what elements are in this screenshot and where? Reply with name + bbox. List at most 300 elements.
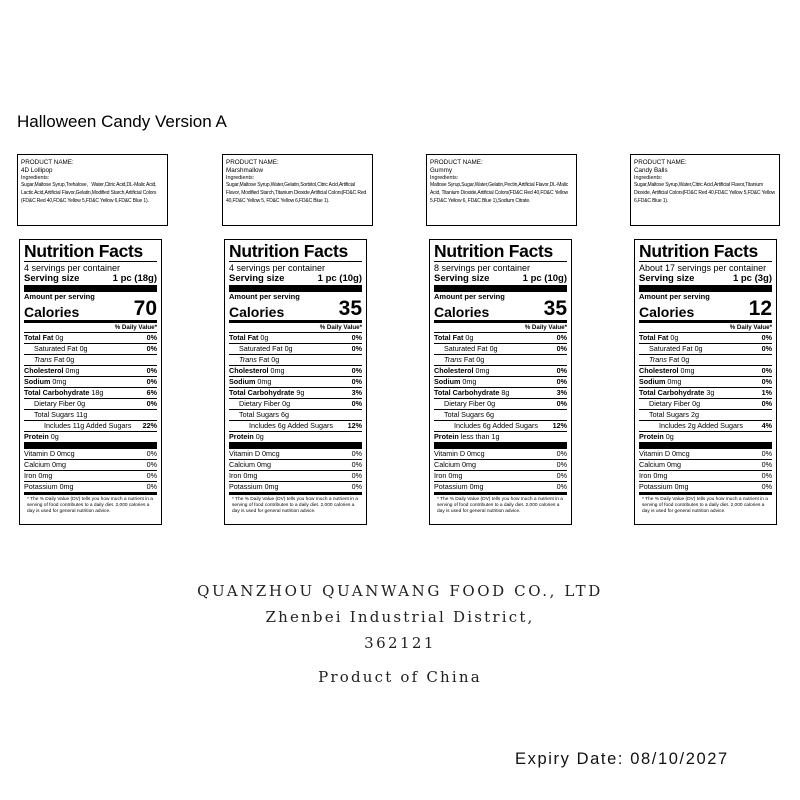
- cholesterol-row-dv: 0%: [351, 366, 362, 375]
- sodium-row-dv: 0%: [761, 377, 772, 386]
- sodium-row-dv: 0%: [351, 377, 362, 386]
- total-fat-row-dv: 0%: [351, 333, 362, 342]
- iron-row-dv: 0%: [146, 471, 157, 480]
- total-fat-row-label: [24, 333, 63, 343]
- trans-fat-value: 0g: [271, 355, 280, 364]
- total-fat-value: 0g: [55, 333, 64, 342]
- dietary-fiber-row-dv: 0%: [146, 399, 157, 408]
- total-sugars-row: [229, 409, 362, 420]
- vitamin-d-row-label: [434, 449, 485, 459]
- added-sugars-row: [639, 420, 772, 431]
- saturated-fat-row: [434, 343, 567, 354]
- includes-label: Includes: [659, 421, 686, 430]
- calcium-row: [229, 459, 362, 470]
- saturated-fat-row-label: [444, 344, 498, 354]
- trans-fat-row: [229, 354, 362, 365]
- iron-row-dv: 0%: [556, 471, 567, 480]
- product-name: Marshmallow: [226, 167, 264, 175]
- total-fat-row-label: [229, 333, 268, 343]
- page-title: Halloween Candy Version A: [17, 112, 227, 131]
- serving-size-value: 1 pc (10g): [317, 273, 362, 284]
- iron-row-dv: 0%: [761, 471, 772, 480]
- nutrition-facts-panel: [429, 239, 572, 525]
- calories-value: 35: [543, 297, 567, 320]
- daily-value-header: % Daily Value*: [319, 324, 362, 331]
- divider: [434, 261, 567, 262]
- potassium-row-label: [229, 482, 279, 492]
- sodium-row: [229, 376, 362, 387]
- protein-label: Protein: [434, 432, 459, 441]
- cholesterol-row: [434, 365, 567, 376]
- vitamin-d-row-label: [639, 449, 690, 459]
- calcium-value: 0mg: [666, 460, 681, 469]
- calories-value: 35: [338, 297, 362, 320]
- saturated-fat-row-dv: 0%: [556, 344, 567, 353]
- saturated-fat-row-dv: 0%: [351, 344, 362, 353]
- cholesterol-value: 0mg: [475, 366, 490, 375]
- sodium-row-label: [639, 377, 681, 387]
- calories-row: [24, 299, 157, 320]
- cholesterol-value: 0mg: [65, 366, 80, 375]
- added-sugars-value: 11g: [72, 421, 85, 430]
- ingredients-text: Maltose Syrup,Sugar,Water,Gelatin,Pectin,Artificial Flavor,DL-Malic Acid, Titanium Dioxide,Artificial Colors(FD&C Red 40,FD&C Yellow 5,FD&C Yellow 6, FD&C Blue 1),Sodium Citrate.: [430, 182, 569, 204]
- total-sugars-value: 11g: [75, 410, 88, 419]
- total-carb-value: 8g: [501, 388, 510, 397]
- divider: [24, 261, 157, 262]
- total-fat-row-dv: 0%: [146, 333, 157, 342]
- added-sugars-row-label: [454, 421, 538, 431]
- daily-value-header: % Daily Value*: [729, 324, 772, 331]
- protein-row: [229, 431, 362, 442]
- company-name: QUANZHOU QUANWANG FOOD CO., LTD: [197, 582, 603, 600]
- thick-divider: [639, 442, 772, 449]
- cholesterol-label: Cholesterol: [24, 366, 64, 375]
- servings-per-container: About 17 servings per container: [639, 263, 767, 273]
- total-carb-row-dv: 1%: [761, 388, 772, 397]
- cholesterol-label: Cholesterol: [229, 366, 269, 375]
- daily-value-header: % Daily Value*: [524, 324, 567, 331]
- protein-row-label: [229, 432, 264, 442]
- dietary-fiber-value: 0g: [487, 399, 496, 408]
- total-sugars-value: 6g: [280, 410, 289, 419]
- total-carb-row: [639, 387, 772, 398]
- vitamin-d-value: 0mcg: [57, 449, 75, 458]
- product-name-label: PRODUCT NAME:: [634, 159, 687, 166]
- trans-label: Trans: [239, 355, 257, 364]
- trans-fat-label: Fat: [53, 355, 65, 364]
- total-carb-value: 3g: [706, 388, 715, 397]
- saturated-fat-label: Saturated Fat: [34, 344, 78, 353]
- nutrition-facts-title: Nutrition Facts: [434, 241, 553, 261]
- total-fat-row-label: [434, 333, 473, 343]
- product-info-box: [426, 154, 577, 226]
- total-sugars-label: Total Sugars: [34, 410, 74, 419]
- total-fat-row: [24, 332, 157, 343]
- sodium-row: [24, 376, 157, 387]
- added-sugars-row: [24, 420, 157, 431]
- iron-row-label: [24, 471, 52, 481]
- calcium-row: [24, 459, 157, 470]
- serving-size-row: [24, 273, 157, 285]
- calories-row: [229, 299, 362, 320]
- saturated-fat-row: [639, 343, 772, 354]
- total-carb-row-label: [434, 388, 509, 398]
- iron-row: [24, 470, 157, 481]
- amount-per-serving: Amount per serving: [639, 292, 710, 301]
- servings-per-container: 8 servings per container: [434, 263, 531, 273]
- iron-row-dv: 0%: [351, 471, 362, 480]
- total-fat-value: 0g: [260, 333, 269, 342]
- potassium-value: 0mg: [674, 482, 689, 491]
- iron-label: Iron: [434, 471, 447, 480]
- sodium-value: 0mg: [52, 377, 67, 386]
- dietary-fiber-row-label: [444, 399, 495, 409]
- calcium-label: Calcium: [639, 460, 665, 469]
- vitamin-d-row: [229, 449, 362, 459]
- iron-row: [434, 470, 567, 481]
- total-carb-row-dv: 3%: [351, 388, 362, 397]
- dietary-fiber-value: 0g: [77, 399, 86, 408]
- iron-row-label: [229, 471, 257, 481]
- total-sugars-row: [24, 409, 157, 420]
- iron-value: 0mg: [653, 471, 668, 480]
- iron-label: Iron: [229, 471, 242, 480]
- calcium-value: 0mg: [461, 460, 476, 469]
- potassium-row-dv: 0%: [146, 482, 157, 491]
- total-sugars-row: [639, 409, 772, 420]
- thick-divider: [229, 285, 362, 292]
- potassium-row: [24, 481, 157, 492]
- iron-row-label: [639, 471, 667, 481]
- protein-value: 0g: [50, 432, 59, 441]
- cholesterol-row: [24, 365, 157, 376]
- trans-fat-value: 0g: [681, 355, 690, 364]
- vitamin-d-value: 0mcg: [467, 449, 485, 458]
- servings-per-container: 4 servings per container: [229, 263, 326, 273]
- saturated-fat-row-label: [34, 344, 88, 354]
- potassium-row-dv: 0%: [556, 482, 567, 491]
- cholesterol-row-dv: 0%: [146, 366, 157, 375]
- thick-divider: [24, 285, 157, 292]
- calcium-row-dv: 0%: [556, 460, 567, 469]
- saturated-fat-value: 0g: [489, 344, 498, 353]
- includes-label: Includes: [249, 421, 276, 430]
- cholesterol-row-dv: 0%: [761, 366, 772, 375]
- total-carb-label: Total Carbohydrate: [229, 388, 295, 397]
- total-sugars-row-label: [239, 410, 289, 420]
- dietary-fiber-row: [229, 398, 362, 409]
- potassium-row-label: [639, 482, 689, 492]
- total-carb-label: Total Carbohydrate: [434, 388, 500, 397]
- added-sugars-label: Added Sugars: [697, 421, 743, 430]
- added-sugars-row-dv: 12%: [347, 421, 362, 430]
- total-fat-label: Total Fat: [639, 333, 669, 342]
- nutrition-facts-title: Nutrition Facts: [229, 241, 348, 261]
- trans-fat-value: 0g: [476, 355, 485, 364]
- trans-label: Trans: [444, 355, 462, 364]
- cholesterol-row: [229, 365, 362, 376]
- dietary-fiber-label: Dietary Fiber: [444, 399, 486, 408]
- potassium-row-label: [24, 482, 74, 492]
- added-sugars-row-dv: 12%: [552, 421, 567, 430]
- calories-label: Calories: [229, 304, 285, 320]
- protein-row-label: [639, 432, 674, 442]
- vitamin-d-row-label: [24, 449, 75, 459]
- saturated-fat-row-label: [649, 344, 703, 354]
- potassium-label: Potassium: [229, 482, 263, 491]
- added-sugars-row-dv: 4%: [761, 421, 772, 430]
- ingredients-label: Ingredients:: [21, 175, 50, 182]
- serving-size-label: Serving size: [24, 273, 80, 284]
- calories-label: Calories: [434, 304, 490, 320]
- total-fat-row-dv: 0%: [761, 333, 772, 342]
- product-info-box: [17, 154, 168, 226]
- serving-size-label: Serving size: [434, 273, 490, 284]
- ingredients-text: Sugar,Maltose Syrup,Water,Citric Acid,Artificial Flavor,Titanium Dioxide, Artificial Colors(FD&C Red 40,FD&C Yellow 5,FD&C Yellow 6,FD&C Blue 1).: [634, 182, 776, 204]
- protein-value: 0g: [255, 432, 264, 441]
- saturated-fat-row-dv: 0%: [146, 344, 157, 353]
- medium-divider: [24, 492, 157, 495]
- cholesterol-value: 0mg: [270, 366, 285, 375]
- total-carb-row: [434, 387, 567, 398]
- daily-value-footnote: * The % Daily Value (DV) tells you how much a nutrient in a serving of food contributes to a daily diet. 2,000 calories a day is used for general nutrition advice.: [642, 497, 768, 515]
- protein-value: less than 1g: [460, 432, 500, 441]
- calories-label: Calories: [24, 304, 80, 320]
- sodium-label: Sodium: [639, 377, 666, 386]
- calcium-row-label: [639, 460, 681, 470]
- potassium-row-label: [434, 482, 484, 492]
- amount-per-serving: Amount per serving: [434, 292, 505, 301]
- added-sugars-row-label: [659, 421, 743, 431]
- dietary-fiber-label: Dietary Fiber: [34, 399, 76, 408]
- vitamin-d-row: [24, 449, 157, 459]
- total-sugars-row: [434, 409, 567, 420]
- saturated-fat-row-label: [239, 344, 293, 354]
- nutrition-facts-panel: [634, 239, 777, 525]
- added-sugars-value: 6g: [482, 421, 491, 430]
- trans-fat-label: Fat: [668, 355, 680, 364]
- trans-fat-row-label: [444, 355, 484, 365]
- total-carb-row: [229, 387, 362, 398]
- added-sugars-value: 6g: [277, 421, 286, 430]
- total-fat-value: 0g: [670, 333, 679, 342]
- saturated-fat-row: [229, 343, 362, 354]
- total-fat-row-label: [639, 333, 678, 343]
- amount-per-serving: Amount per serving: [24, 292, 95, 301]
- vitamin-d-row: [639, 449, 772, 459]
- calories-label: Calories: [639, 304, 695, 320]
- cholesterol-row-label: [24, 366, 80, 376]
- calcium-row-label: [229, 460, 271, 470]
- serving-size-value: 1 pc (3g): [732, 273, 772, 284]
- total-fat-label: Total Fat: [229, 333, 259, 342]
- potassium-label: Potassium: [24, 482, 58, 491]
- added-sugars-label: Added Sugars: [287, 421, 333, 430]
- thick-divider: [434, 442, 567, 449]
- protein-row-label: [434, 432, 500, 442]
- total-carb-row-dv: 3%: [556, 388, 567, 397]
- product-info-box: [222, 154, 373, 226]
- cholesterol-row-label: [639, 366, 695, 376]
- product-name-label: PRODUCT NAME:: [430, 159, 483, 166]
- calcium-label: Calcium: [24, 460, 50, 469]
- saturated-fat-value: 0g: [79, 344, 88, 353]
- sodium-label: Sodium: [24, 377, 51, 386]
- total-sugars-row-label: [34, 410, 87, 420]
- iron-row: [229, 470, 362, 481]
- total-carb-row-label: [229, 388, 304, 398]
- added-sugars-row: [434, 420, 567, 431]
- cholesterol-row-label: [434, 366, 490, 376]
- saturated-fat-label: Saturated Fat: [649, 344, 693, 353]
- iron-value: 0mg: [38, 471, 53, 480]
- potassium-row-dv: 0%: [351, 482, 362, 491]
- calcium-row: [434, 459, 567, 470]
- dietary-fiber-row-dv: 0%: [761, 399, 772, 408]
- sodium-row: [434, 376, 567, 387]
- thick-divider: [24, 442, 157, 449]
- daily-value-footnote: * The % Daily Value (DV) tells you how much a nutrient in a serving of food contributes to a daily diet. 2,000 calories a day is used for general nutrition advice.: [437, 497, 563, 515]
- total-fat-row-dv: 0%: [556, 333, 567, 342]
- vitamin-d-value: 0mcg: [672, 449, 690, 458]
- nutrition-facts-panel: [224, 239, 367, 525]
- trans-fat-row-label: [34, 355, 74, 365]
- vitamin-d-value: 0mcg: [262, 449, 280, 458]
- thick-divider: [434, 285, 567, 292]
- total-fat-row: [229, 332, 362, 343]
- vitamin-d-label: Vitamin D: [229, 449, 261, 458]
- iron-label: Iron: [24, 471, 37, 480]
- saturated-fat-value: 0g: [284, 344, 293, 353]
- added-sugars-label: Added Sugars: [85, 421, 132, 430]
- company-address: Zhenbei Industrial District,: [265, 608, 535, 626]
- total-sugars-label: Total Sugars: [649, 410, 689, 419]
- calories-row: [434, 299, 567, 320]
- trans-fat-label: Fat: [258, 355, 270, 364]
- ingredients-label: Ingredients:: [226, 175, 255, 182]
- trans-fat-row: [24, 354, 157, 365]
- total-fat-row: [639, 332, 772, 343]
- trans-fat-row: [434, 354, 567, 365]
- protein-row: [24, 431, 157, 442]
- potassium-value: 0mg: [469, 482, 484, 491]
- product-name-label: PRODUCT NAME:: [226, 159, 279, 166]
- vitamin-d-label: Vitamin D: [434, 449, 466, 458]
- total-fat-label: Total Fat: [434, 333, 464, 342]
- calories-value: 70: [133, 297, 157, 320]
- serving-size-value: 1 pc (18g): [112, 273, 157, 284]
- vitamin-d-row: [434, 449, 567, 459]
- protein-row: [434, 431, 567, 442]
- dietary-fiber-row-label: [649, 399, 700, 409]
- sodium-value: 0mg: [257, 377, 272, 386]
- protein-value: 0g: [665, 432, 674, 441]
- sodium-value: 0mg: [462, 377, 477, 386]
- total-fat-value: 0g: [465, 333, 474, 342]
- includes-label: Includes: [454, 421, 481, 430]
- dietary-fiber-row-label: [239, 399, 290, 409]
- saturated-fat-row: [24, 343, 157, 354]
- calcium-row-label: [434, 460, 476, 470]
- trans-label: Trans: [649, 355, 667, 364]
- sodium-row-dv: 0%: [146, 377, 157, 386]
- vitamin-d-row-label: [229, 449, 280, 459]
- product-name-label: PRODUCT NAME:: [21, 159, 74, 166]
- trans-fat-row-label: [649, 355, 689, 365]
- total-sugars-value: 6g: [485, 410, 494, 419]
- total-carb-row-label: [639, 388, 714, 398]
- cholesterol-row-label: [229, 366, 285, 376]
- divider: [229, 261, 362, 262]
- iron-label: Iron: [639, 471, 652, 480]
- dietary-fiber-row-dv: 0%: [556, 399, 567, 408]
- dietary-fiber-value: 0g: [692, 399, 701, 408]
- vitamin-d-row-dv: 0%: [556, 449, 567, 458]
- trans-fat-row: [639, 354, 772, 365]
- total-fat-label: Total Fat: [24, 333, 54, 342]
- sodium-label: Sodium: [229, 377, 256, 386]
- sodium-value: 0mg: [667, 377, 682, 386]
- company-postal-code: 362121: [364, 634, 436, 652]
- cholesterol-row-dv: 0%: [556, 366, 567, 375]
- dietary-fiber-label: Dietary Fiber: [649, 399, 691, 408]
- servings-per-container: 4 servings per container: [24, 263, 121, 273]
- thick-divider: [639, 285, 772, 292]
- total-sugars-value: 2g: [690, 410, 699, 419]
- potassium-row-dv: 0%: [761, 482, 772, 491]
- nutrition-facts-title: Nutrition Facts: [24, 241, 143, 261]
- calcium-value: 0mg: [51, 460, 66, 469]
- divider: [639, 261, 772, 262]
- trans-fat-row-label: [239, 355, 279, 365]
- daily-value-footnote: * The % Daily Value (DV) tells you how much a nutrient in a serving of food contributes to a daily diet. 2,000 calories a day is used for general nutrition advice.: [232, 497, 358, 515]
- serving-size-value: 1 pc (10g): [522, 273, 567, 284]
- potassium-label: Potassium: [639, 482, 673, 491]
- total-carb-label: Total Carbohydrate: [24, 388, 90, 397]
- serving-size-label: Serving size: [639, 273, 695, 284]
- sodium-row: [639, 376, 772, 387]
- trans-fat-label: Fat: [463, 355, 475, 364]
- ingredients-label: Ingredients:: [430, 175, 459, 182]
- serving-size-row: [434, 273, 567, 285]
- total-sugars-row-label: [649, 410, 699, 420]
- calcium-label: Calcium: [434, 460, 460, 469]
- cholesterol-label: Cholesterol: [434, 366, 474, 375]
- trans-fat-value: 0g: [66, 355, 75, 364]
- saturated-fat-value: 0g: [694, 344, 703, 353]
- calcium-row: [639, 459, 772, 470]
- protein-row: [639, 431, 772, 442]
- product-name: 4D Lollipop: [21, 167, 53, 175]
- daily-value-footnote: * The % Daily Value (DV) tells you how much a nutrient in a serving of food contributes to a daily diet. 2,000 calories a day is used for general nutrition advice.: [27, 497, 153, 515]
- trans-label: Trans: [34, 355, 52, 364]
- calcium-row-dv: 0%: [146, 460, 157, 469]
- protein-row-label: [24, 432, 59, 442]
- cholesterol-value: 0mg: [680, 366, 695, 375]
- protein-label: Protein: [24, 432, 49, 441]
- potassium-row: [229, 481, 362, 492]
- dietary-fiber-row: [639, 398, 772, 409]
- added-sugars-row: [229, 420, 362, 431]
- saturated-fat-label: Saturated Fat: [444, 344, 488, 353]
- dietary-fiber-label: Dietary Fiber: [239, 399, 281, 408]
- total-carb-value: 9g: [296, 388, 305, 397]
- calcium-row-label: [24, 460, 66, 470]
- total-carb-label: Total Carbohydrate: [639, 388, 705, 397]
- calcium-row-dv: 0%: [761, 460, 772, 469]
- vitamin-d-row-dv: 0%: [761, 449, 772, 458]
- dietary-fiber-value: 0g: [282, 399, 291, 408]
